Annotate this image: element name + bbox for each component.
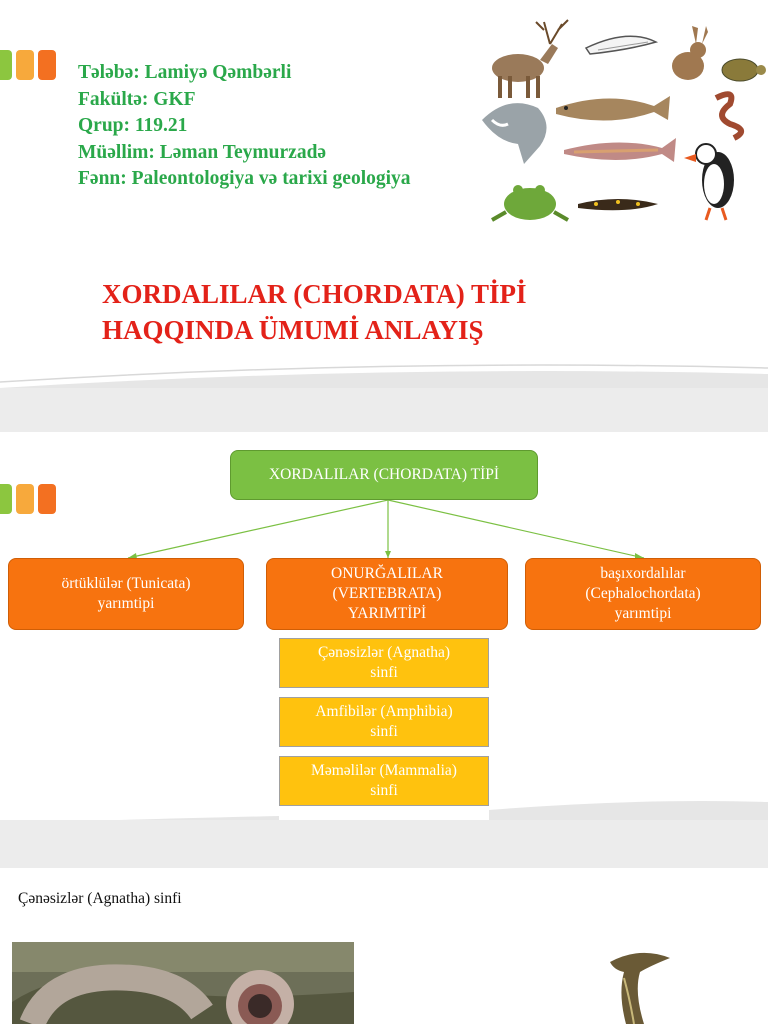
bottom-swoosh	[0, 330, 768, 388]
chordata-root-box	[230, 450, 538, 500]
slide-caption: Çənəsizlər (Agnatha) sinfi	[18, 890, 182, 907]
cephalochordata-line-2: (Cephalochordata)	[585, 585, 701, 602]
vertebrata-line-1: ONURĞALILAR	[331, 565, 443, 582]
snake-icon	[716, 94, 741, 138]
frog-icon	[492, 185, 568, 220]
title-slide	[0, 0, 768, 388]
amphibia-class-box	[279, 697, 489, 747]
mammalia-line-1: Məməlilər (Mammalia)	[311, 762, 457, 779]
amphibia-line-2: sinfi	[370, 723, 398, 740]
agnatha-line-2: sinfi	[370, 664, 398, 681]
title-line-2: HAQQINDA ÜMUMİ ANLAYIŞ	[102, 315, 484, 345]
group-line: Qrup: 119.21	[78, 115, 188, 136]
root-label: XORDALILAR (CHORDATA) TİPİ	[268, 466, 500, 483]
cephalochordata-line-3: yarımtipi	[614, 605, 672, 622]
lamprey-mouth-photo	[12, 942, 354, 1024]
orange-square	[38, 50, 56, 80]
puffin-icon	[684, 144, 734, 220]
orange-square	[38, 484, 56, 514]
green-square	[0, 50, 12, 80]
cephalochordata-line-1: başıxordalılar	[600, 565, 686, 582]
student-line: Tələbə: Lamiyə Qəmbərli	[78, 62, 292, 83]
vertebrata-box	[266, 558, 508, 630]
decor-squares	[0, 50, 56, 80]
tunicata-box	[8, 558, 244, 630]
salamander-icon	[578, 199, 658, 210]
bottom-swoosh	[0, 762, 768, 820]
trout-fish-icon	[564, 138, 676, 162]
faculty-line: Fakültə: GKF	[78, 88, 196, 110]
rabbit-icon	[672, 26, 708, 80]
cod-fish-icon	[556, 96, 670, 121]
decor-squares	[0, 484, 56, 514]
slide-gap	[0, 820, 768, 868]
chordate-animals-illustration	[478, 8, 768, 230]
turtle-icon	[722, 59, 766, 81]
green-square	[0, 484, 12, 514]
agnatha-class-box	[279, 638, 489, 688]
title-line-1: XORDALILAR (CHORDATA) TİPİ	[102, 279, 527, 309]
lancelet-icon	[586, 36, 656, 54]
vertebrata-line-3: YARIMTİPİ	[347, 605, 427, 622]
lamprey-photo	[600, 942, 690, 1024]
mammalia-line-2: sinfi	[370, 782, 398, 799]
subject-line: Fənn: Paleontologiya və tarixi geologiya	[78, 168, 411, 189]
cephalochordata-box	[525, 558, 761, 630]
reindeer-icon	[492, 20, 568, 98]
tunicata-line-1: örtüklülər (Tunicata)	[61, 575, 191, 592]
shark-icon	[482, 103, 547, 164]
vertebrata-line-2: (VERTEBRATA)	[332, 585, 442, 602]
slide-gap	[0, 388, 768, 432]
light-orange-square	[16, 50, 34, 80]
classification-slide	[0, 432, 768, 820]
light-orange-square	[16, 484, 34, 514]
student-info	[78, 60, 411, 193]
amphibia-line-1: Amfibilər (Amphibia)	[315, 703, 453, 720]
agnatha-line-1: Çənəsizlər (Agnatha)	[317, 644, 451, 661]
tunicata-line-2: yarımtipi	[97, 595, 155, 612]
agnatha-slide	[0, 868, 768, 1024]
teacher-line: Müəllim: Ləman Teymurzadə	[78, 141, 327, 163]
